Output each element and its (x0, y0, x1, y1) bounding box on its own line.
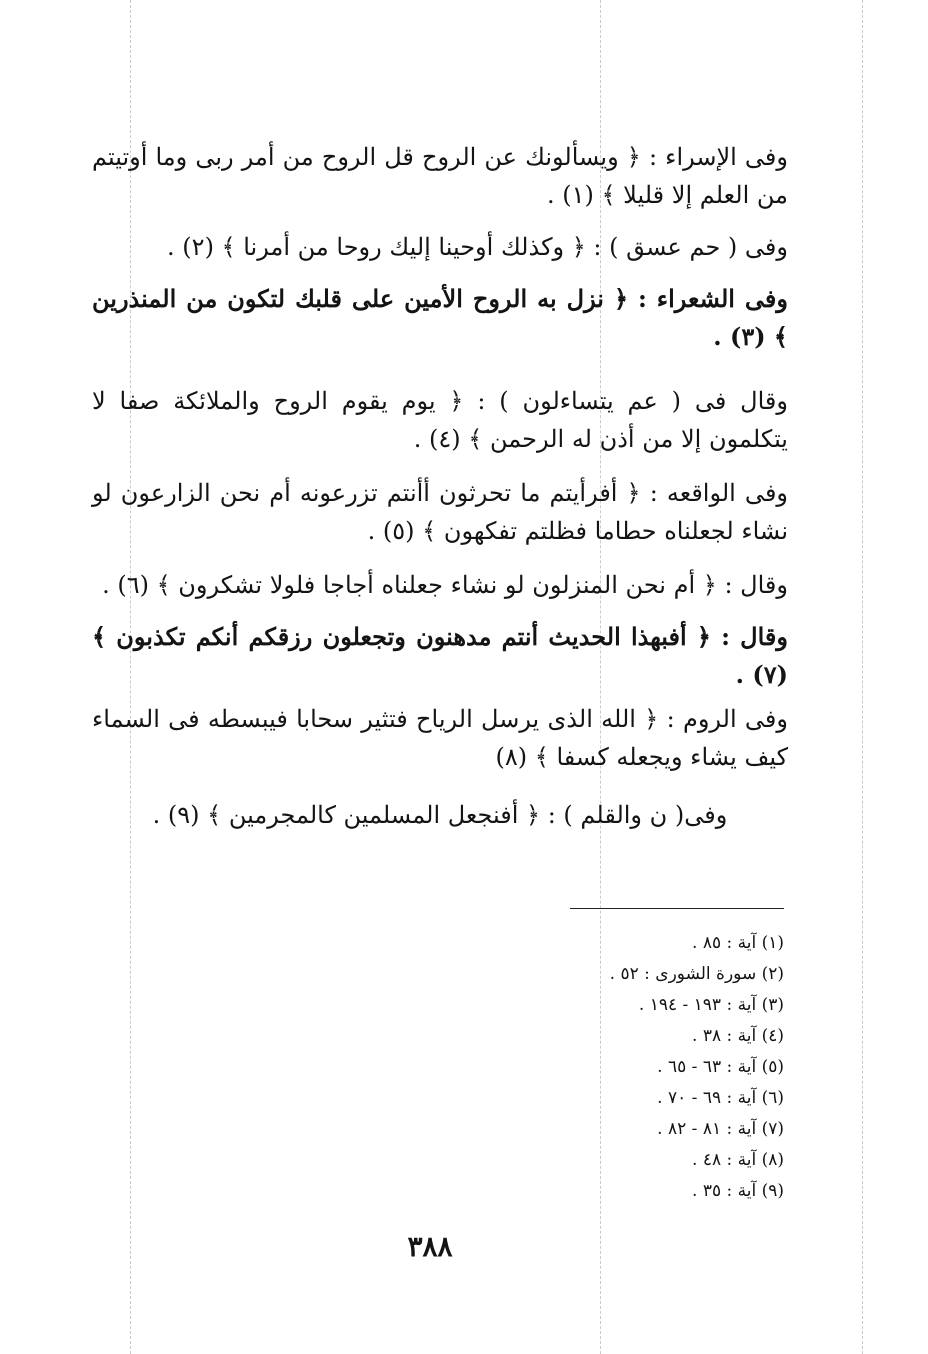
paragraph-shuara: وفى الشعراء : ﴿ نزل به الروح الأمين على قلبك لتكون من المنذرين ﴾ (٣) . (92, 284, 788, 351)
page-number: ٣٨٨ (407, 1230, 453, 1263)
footnote-item: (٢) سورة الشورى : ٥٢ . (609, 964, 784, 984)
paragraph-waqia-3: وقال : ﴿ أفبهذا الحديث أنتم مدهنون وتجعلون رزقكم أنكم تكذبون ﴾ (٧) . (92, 622, 788, 689)
footnote-separator (570, 908, 784, 909)
paragraph-rum: وفى الروم : ﴿ الله الذى يرسل الرياح فتثير سحابا فيبسطه فى السماء كيف يشاء ويجعله كسفا ﴾ (٨) (92, 705, 788, 771)
footnote-item: (١) آية : ٨٥ . (692, 933, 784, 953)
footnote-item: (٦) آية : ٦٩ - ٧٠ . (657, 1088, 784, 1108)
footnote-item: (٧) آية : ٨١ - ٨٢ . (657, 1119, 784, 1139)
paragraph-waqia-1: وفى الواقعه : ﴿ أفرأيتم ما تحرثون أأنتم تزرعونه أم نحن الزارعون لو نشاء لجعلناه حطاما فظلتم تفكهون ﴾ (٥) . (92, 479, 788, 545)
paragraph-amma: وقال فى ( عم يتساءلون ) : ﴿ يوم يقوم الروح والملائكة صفا لا يتكلمون إلا من أذن له الرحمن ﴾ (٤) . (92, 387, 788, 453)
footnote-item: (٨) آية : ٤٨ . (692, 1150, 784, 1170)
footnote-item: (٤) آية : ٣٨ . (692, 1026, 784, 1046)
footnote-item: (٩) آية : ٣٥ . (692, 1181, 784, 1201)
footnote-list (560, 928, 784, 1207)
paragraph-qalam: وفى( ن والقلم ) : ﴿ أفنجعل المسلمين كالمجرمين ﴾ (٩) . (152, 801, 728, 829)
paragraph-waqia-2: وقال : ﴿ أم نحن المنزلون لو نشاء جعلناه أجاجا فلولا تشكرون ﴾ (٦) . (102, 571, 788, 599)
footnote-item: (٣) آية : ١٩٣ - ١٩٤ . (638, 995, 784, 1015)
paragraph-isra: وفى الإسراء : ﴿ ويسألونك عن الروح قل الروح من أمر ربى وما أوتيتم من العلم إلا قليلا ﴾ (١) . (92, 143, 788, 209)
footnote-item: (٥) آية : ٦٣ - ٦٥ . (657, 1057, 784, 1077)
paragraph-hamim-asaq: وفى ( حم عسق ) : ﴿ وكذلك أوحينا إليك روحا من أمرنا ﴾ (٢) . (167, 233, 788, 261)
scan-guide-line (862, 0, 863, 1354)
